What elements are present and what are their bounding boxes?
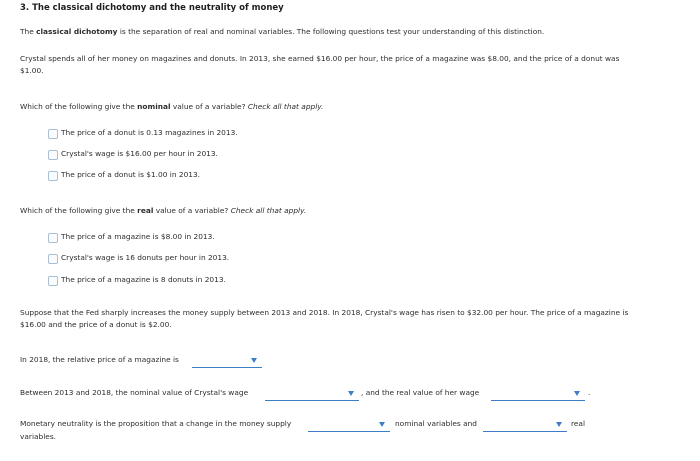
relative-price-dropdown[interactable]	[192, 354, 262, 368]
neutrality-prefix: Monetary neutrality is the proposition that a change in the money supply	[20, 419, 292, 428]
nominal-option-3-label[interactable]: The price of a donut is $1.00 in 2013.	[61, 170, 201, 179]
scenario-text: Crystal spends all of her money on magazines and donuts. In 2013, she earned $16.00 per hour, the price of a magazine was $8.00, and the price of a donut was $1.00.	[20, 54, 620, 75]
chevron-down-icon	[556, 422, 562, 427]
intro-text: The classical dichotomy is the separation of real and nominal variables. The following questions test your understanding of this distinction.	[20, 27, 545, 36]
relative-price-dropdown-underline	[192, 367, 262, 368]
relative-price-prefix: In 2018, the relative price of a magazine is	[20, 355, 179, 364]
real-option-3-checkbox[interactable]	[48, 276, 58, 286]
neutrality-effect-dropdown[interactable]	[483, 418, 567, 432]
chevron-down-icon	[251, 358, 257, 363]
chevron-down-icon	[379, 422, 385, 427]
neutrality-effect-dropdown-underline	[483, 431, 567, 432]
fed-scenario-text: Suppose that the Fed sharply increases the money supply between 2013 and 2018. In 2018, Crystal's wage has risen to $32.00 per hour. The price of a magazine is $16.00 and the price of a donut is $2.00.	[20, 308, 629, 329]
real-option-2-label[interactable]: Crystal's wage is 16 donuts per hour in 2013.	[61, 253, 230, 262]
real-wage-dropdown[interactable]	[491, 387, 585, 401]
nominal-option-2-checkbox[interactable]	[48, 150, 58, 160]
neutrality-suffix: real	[571, 419, 586, 428]
neutrality-middle: nominal variables and	[395, 419, 477, 428]
real-option-2-checkbox[interactable]	[48, 254, 58, 264]
real-wage-dropdown-underline	[491, 400, 585, 401]
chevron-down-icon	[348, 391, 354, 396]
nominal-option-1-checkbox[interactable]	[48, 129, 58, 139]
wage-change-prefix: Between 2013 and 2018, the nominal value of Crystal's wage	[20, 388, 249, 397]
question-title: 3. The classical dichotomy and the neutrality of money	[20, 3, 284, 13]
neutrality-suffix-line2: variables.	[20, 432, 57, 441]
wage-change-suffix: .	[588, 388, 591, 397]
nominal-wage-dropdown[interactable]	[265, 387, 359, 401]
real-question-prompt: Which of the following give the real value of a variable? Check all that apply.	[20, 206, 307, 215]
nominal-option-2-label[interactable]: Crystal's wage is $16.00 per hour in 2013.	[61, 149, 218, 158]
neutrality-change-dropdown-underline	[308, 431, 390, 432]
nominal-question-prompt: Which of the following give the nominal value of a variable? Check all that apply.	[20, 102, 324, 111]
real-option-1-label[interactable]: The price of a magazine is $8.00 in 2013.	[61, 232, 215, 241]
real-option-1-checkbox[interactable]	[48, 233, 58, 243]
wage-change-middle: , and the real value of her wage	[361, 388, 480, 397]
nominal-wage-dropdown-underline	[265, 400, 359, 401]
nominal-option-3-checkbox[interactable]	[48, 171, 58, 181]
neutrality-change-dropdown[interactable]	[308, 418, 390, 432]
chevron-down-icon	[574, 391, 580, 396]
nominal-option-1-label[interactable]: The price of a donut is 0.13 magazines in 2013.	[61, 128, 238, 137]
real-option-3-label[interactable]: The price of a magazine is 8 donuts in 2013.	[61, 275, 226, 284]
classical-dichotomy-term: classical dichotomy	[36, 27, 118, 36]
